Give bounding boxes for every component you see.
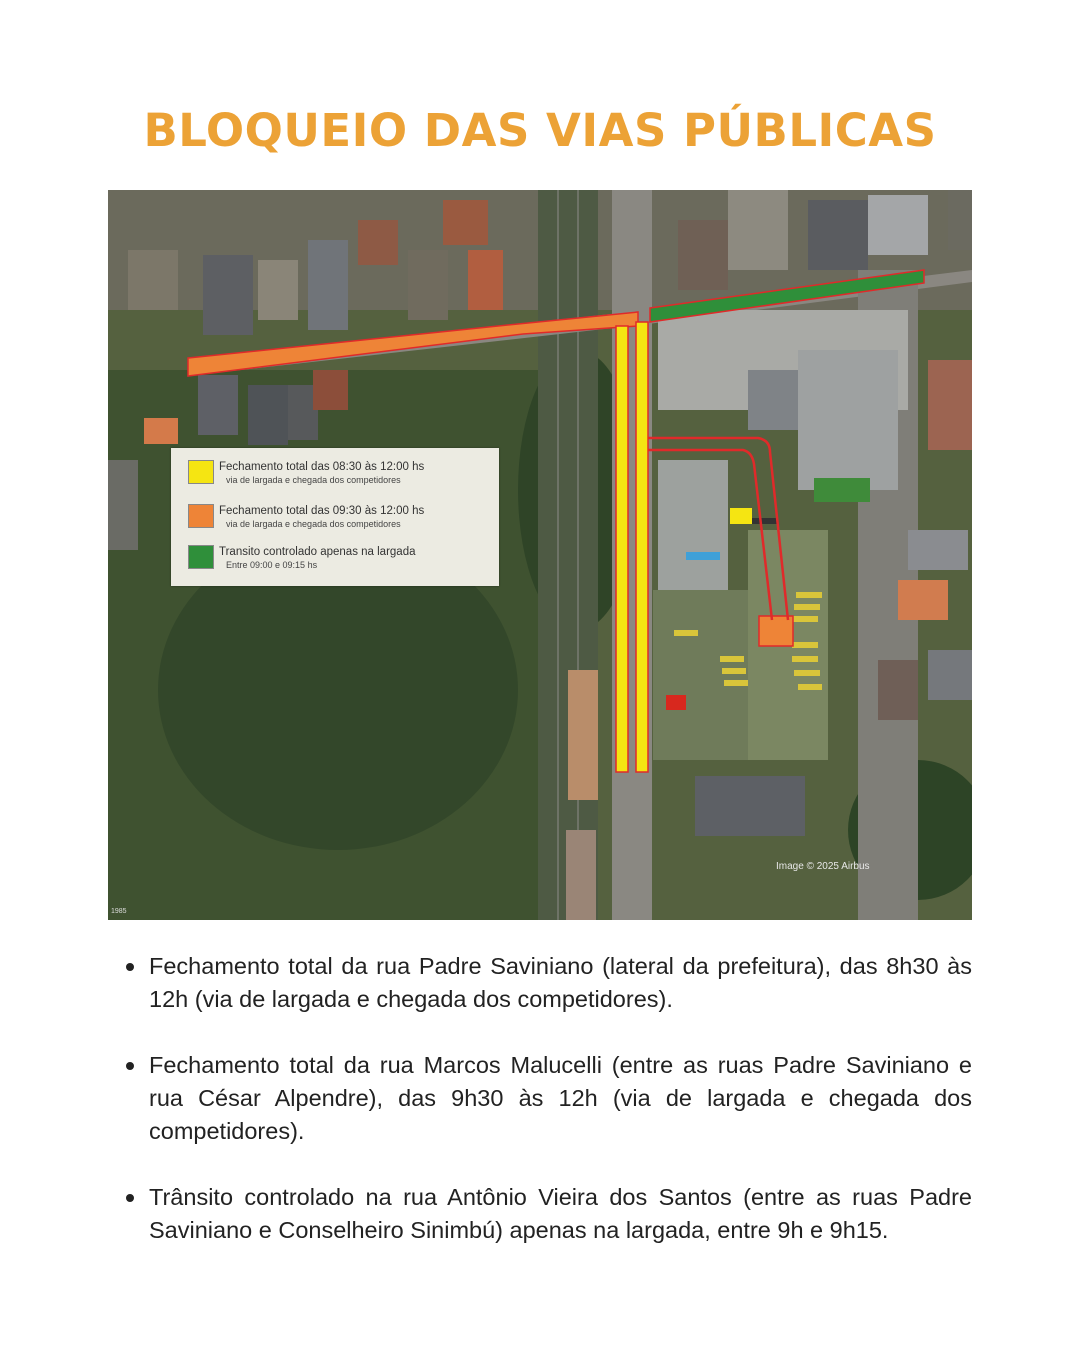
yellow-closure-west <box>616 326 628 772</box>
list-item <box>122 1181 972 1247</box>
red-marker <box>666 695 686 710</box>
legend-swatch-orange <box>188 504 214 528</box>
long-building <box>695 776 805 836</box>
list-item-text: Fechamento total da rua Marcos Malucelli (entre as ruas Padre Saviniano e rua César Alpendre), das 9h30 às 12h (via de largada e chegada dos competidores). <box>149 1052 972 1144</box>
closure-list <box>122 950 972 1280</box>
page-title: BLOQUEIO DAS VIAS PÚBLICAS <box>143 104 937 157</box>
barrier-marker <box>752 518 778 524</box>
station-building <box>568 670 598 800</box>
legend-sublabel-green: Entre 09:00 e 09:15 hs <box>226 560 318 570</box>
yellow-closure-east <box>636 322 648 772</box>
legend-label-green: Transito controlado apenas na largada <box>219 546 416 558</box>
legend-sublabel-orange: via de largada e chegada dos competidores <box>226 519 401 529</box>
bullet-icon <box>126 963 134 971</box>
list-item-text: Trânsito controlado na rua Antônio Vieira dos Santos (entre as ruas Padre Saviniano e Conselheiro Sinimbú) apenas na largada, entre 9h e 9h15. <box>149 1184 972 1243</box>
legend-swatch-green <box>188 545 214 569</box>
rail-corridor <box>538 190 598 920</box>
legend-sublabel-yellow: via de largada e chegada dos competidores <box>226 475 401 485</box>
list-item-text: Fechamento total da rua Padre Saviniano (lateral da prefeitura), das 8h30 às 12h (via de largada e chegada dos competidores). <box>149 953 972 1012</box>
imagery-year: 1985 <box>111 908 127 915</box>
parking-structure <box>658 460 728 590</box>
legend-swatch-yellow <box>188 460 214 484</box>
map-legend <box>171 448 499 586</box>
legend-label-orange: Fechamento total das 09:30 às 12:00 hs <box>219 505 425 517</box>
bullet-icon <box>126 1062 134 1070</box>
list-item <box>122 950 972 1016</box>
satellite-map <box>108 190 972 920</box>
legend-label-yellow: Fechamento total das 08:30 às 12:00 hs <box>219 461 425 473</box>
list-item <box>122 1049 972 1148</box>
blue-marker <box>686 552 720 560</box>
yellow-marker <box>730 508 752 524</box>
orange-marker <box>759 616 793 646</box>
imagery-credit: Image © 2025 Airbus <box>776 861 870 872</box>
bullet-icon <box>126 1194 134 1202</box>
